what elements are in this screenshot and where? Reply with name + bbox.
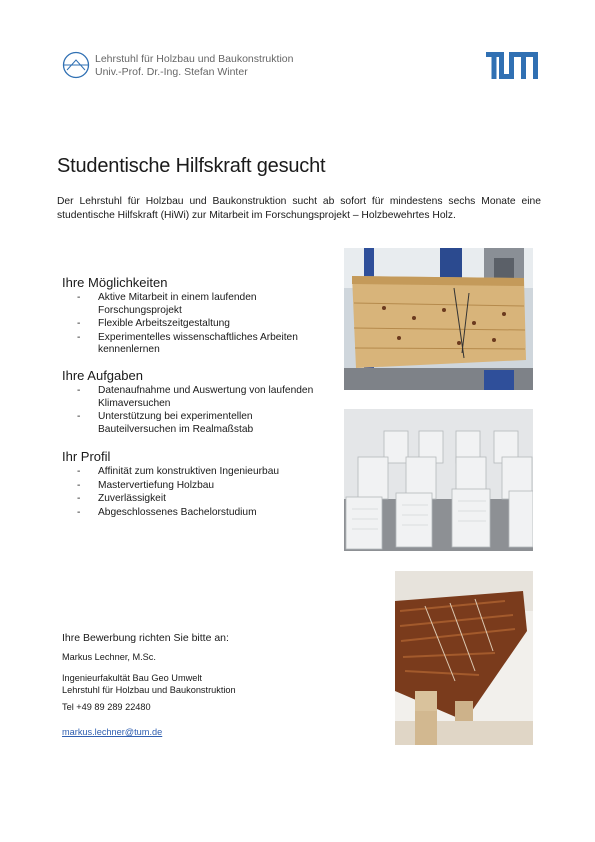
page-title: Studentische Hilfskraft gesucht (57, 155, 326, 177)
section-heading-profil: Ihr Profil (62, 449, 111, 464)
list-item: - Affinität zum konstruktiven Ingenieurbau (77, 466, 280, 477)
contact-lead: Ihre Bewerbung richten Sie bitte an: (62, 632, 229, 644)
section-heading-moeglichkeiten: Ihre Möglichkeiten (62, 275, 168, 290)
tum-logo (486, 52, 538, 79)
contact-email-wrapper (62, 722, 162, 740)
contact-email-link[interactable]: markus.lechner@tum.de (62, 727, 163, 737)
contact-name: Markus Lechner, M.Sc. (62, 652, 156, 662)
intro-text: Der Lehrstuhl für Holzbau und Baukonstruktion sucht ab sofort für mindestens sechs Monate eine studentische Hilfskraft (HiWi) zur Mitarbeit im Forschungsprojekt – Holzbewehrtes Holz. (57, 196, 541, 221)
header-text (95, 53, 293, 79)
contact-address (62, 672, 236, 696)
contact-phone: Tel +49 89 289 22480 (62, 702, 151, 712)
photo-timber-specimen (395, 571, 533, 745)
section-heading-aufgaben: Ihre Aufgaben (62, 368, 143, 383)
list-item: - Datenaufnahme und Auswertung von laufenden Klimaversuchen (77, 385, 314, 409)
list-item: - Zuverlässigkeit (77, 493, 166, 504)
list-item: - Mastervertiefung Holzbau (77, 479, 215, 491)
list-item: - Experimentelles wissenschaftliches Arbeiten kennenlernen (77, 331, 298, 355)
list-item: - Aktive Mitarbeit in einem laufenden Forschungsprojekt (77, 292, 257, 316)
contact-block (62, 632, 229, 644)
list-item: - Unterstützung bei experimentellen Bauteilversuchen im Realmaßstab (77, 411, 254, 435)
list-aufgaben (77, 385, 327, 437)
header-line-2: Univ.-Prof. Dr.-Ing. Stefan Winter (95, 66, 248, 78)
chair-logo-icon (62, 51, 90, 79)
contact-chair: Lehrstuhl für Holzbau und Baukonstruktion (62, 685, 236, 695)
list-item: - Flexible Arbeitszeitgestaltung (77, 318, 230, 329)
photo-climate-specimens (344, 409, 533, 551)
contact-faculty: Ingenieurfakultät Bau Geo Umwelt (62, 673, 202, 683)
photo-test-rig (344, 248, 533, 390)
list-moeglichkeiten (77, 292, 327, 358)
header-line-1: Lehrstuhl für Holzbau und Baukonstruktion (95, 53, 294, 65)
list-profil (77, 466, 327, 520)
list-item: - Abgeschlossenes Bachelorstudium (77, 506, 257, 518)
